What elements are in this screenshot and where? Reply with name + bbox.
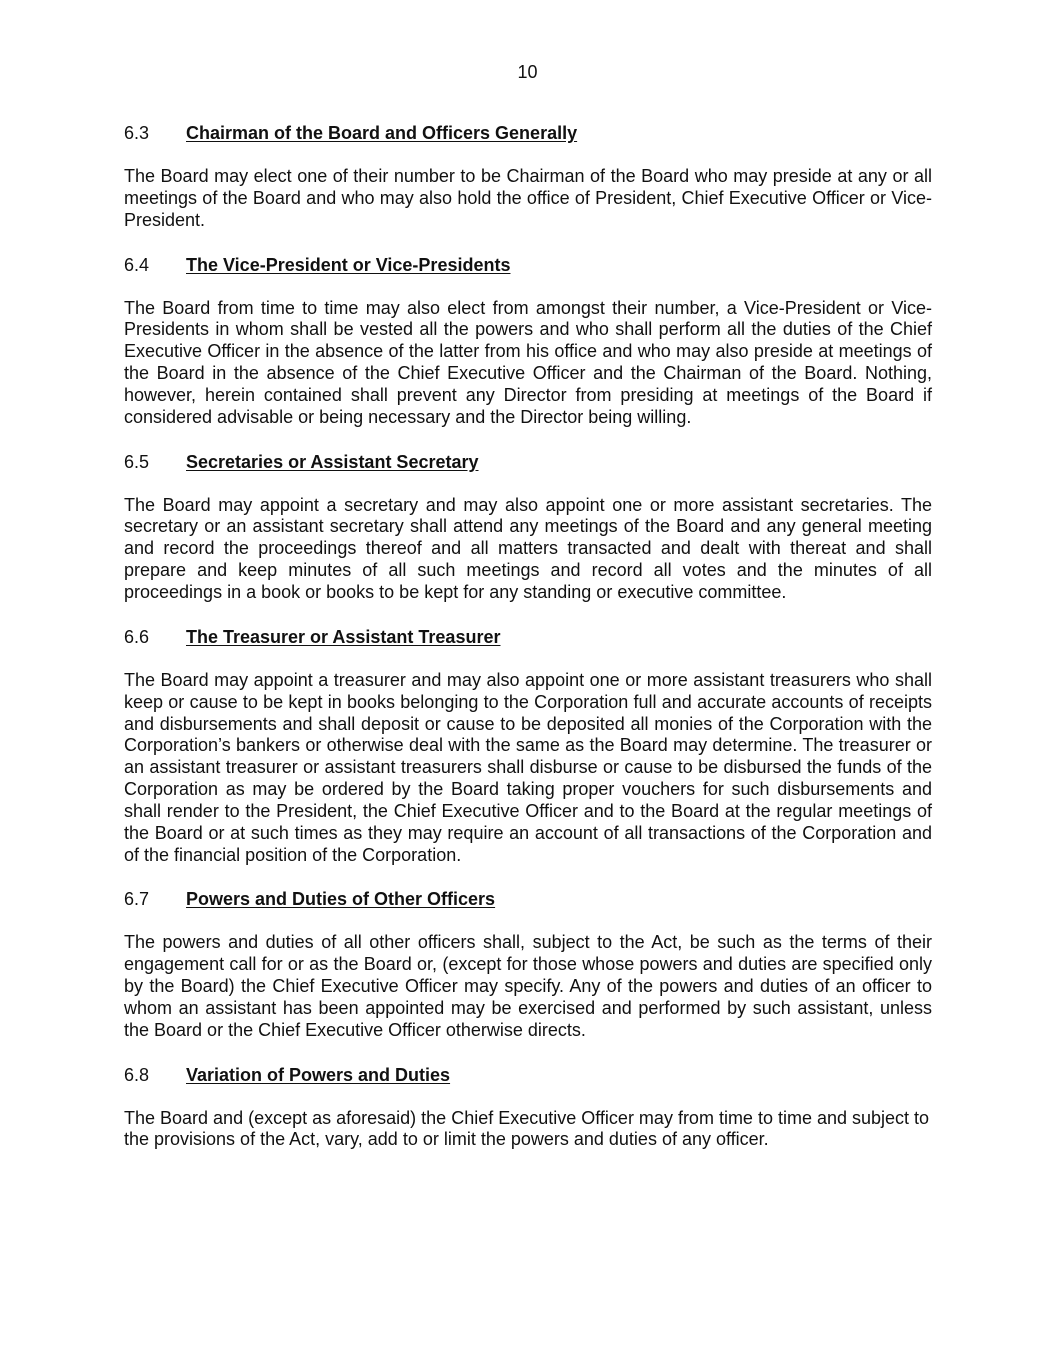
section-heading — [124, 122, 932, 144]
section-title: Variation of Powers and Duties — [186, 1064, 451, 1085]
section-title: The Vice-President or Vice-Presidents — [186, 254, 511, 275]
section-6-3 — [124, 122, 932, 232]
section-number: 6.7 — [124, 889, 150, 910]
section-title: Secretaries or Assistant Secretary — [186, 451, 479, 472]
section-title: The Treasurer or Assistant Treasurer — [186, 626, 501, 647]
section-paragraph: The Board and (except as aforesaid) the Chief Executive Officer may from time to time and subject to the provisions of the Act, vary, add to or limit the powers and duties of any officer. — [124, 1107, 930, 1150]
section-paragraph: The Board may appoint a secretary and may also appoint one or more assistant secretaries. The secretary or an assistant secretary shall attend any meetings of the Board and any general meeting and record the proceedings thereof and all matters transacted and dealt with thereat and shall prepare and keep minutes of all such meetings and record all votes and the minutes of all proceedings in a book or books to be kept for any standing or executive committee. — [124, 494, 932, 602]
section-number: 6.5 — [124, 451, 150, 472]
section-heading — [124, 1064, 932, 1086]
section-6-4 — [124, 254, 932, 429]
section-6-8 — [124, 1064, 932, 1152]
document-body — [124, 122, 932, 1173]
section-title: Powers and Duties of Other Officers — [186, 889, 496, 910]
section-number: 6.4 — [124, 254, 150, 275]
section-paragraph: The Board may appoint a treasurer and may also appoint one or more assistant treasurers who shall keep or cause to be kept in books belonging to the Corporation full and accurate accounts of receipts and disbursements and shall deposit or cause to be deposited all monies of the Corporation with the Corporation’s bankers or otherwise deal with the same as the Board may determine. The treasurer or an assistant treasurer or assistant treasurers shall disburse or cause to be disbursed the funds of the Corporation as may be ordered by the Board taking proper vouchers for such disbursements and shall render to the President, the Chief Executive Officer and to the Board at the regular meetings of the Board or at such times as they may require an account of all transactions of the Corporation and of the financial position of the Corporation. — [124, 669, 932, 865]
section-number: 6.6 — [124, 626, 150, 647]
section-6-5 — [124, 451, 932, 604]
section-6-7 — [124, 888, 932, 1041]
section-heading — [124, 254, 932, 276]
section-paragraph: The Board may elect one of their number to be Chairman of the Board who may preside at any or all meetings of the Board and who may also hold the office of President, Chief Executive Officer or Vice-President. — [124, 166, 932, 230]
section-number: 6.3 — [124, 123, 150, 143]
section-paragraph: The Board from time to time may also elect from amongst their number, a Vice-President or Vice-Presidents in whom shall be vested all the powers and who shall perform all the duties of the Chief Executive Officer in the absence of the latter from his office and who may also preside at meetings of the Board in the absence of the Chief Executive Officer and the Chairman of the Board. Nothing, however, herein contained shall prevent any Director from presiding at meetings of the Board if considered advisable or being necessary and the Director being willing. — [124, 297, 932, 427]
section-paragraph: The powers and duties of all other officers shall, subject to the Act, be such as the terms of their engagement call for or as the Board or, (except for those whose powers and duties are specified only by the Board) the Chief Executive Officer may specify. Any of the powers and duties of an officer to whom an assistant has been appointed may be exercised and performed by such assistant, unless the Board or the Chief Executive Officer otherwise directs. — [124, 932, 932, 1040]
section-heading — [124, 888, 932, 910]
page-number: 10 — [517, 62, 538, 82]
section-heading — [124, 451, 932, 473]
section-title: Chairman of the Board and Officers Generally — [186, 123, 578, 143]
section-number: 6.8 — [124, 1064, 150, 1085]
section-6-6 — [124, 626, 932, 867]
section-heading — [124, 626, 932, 648]
